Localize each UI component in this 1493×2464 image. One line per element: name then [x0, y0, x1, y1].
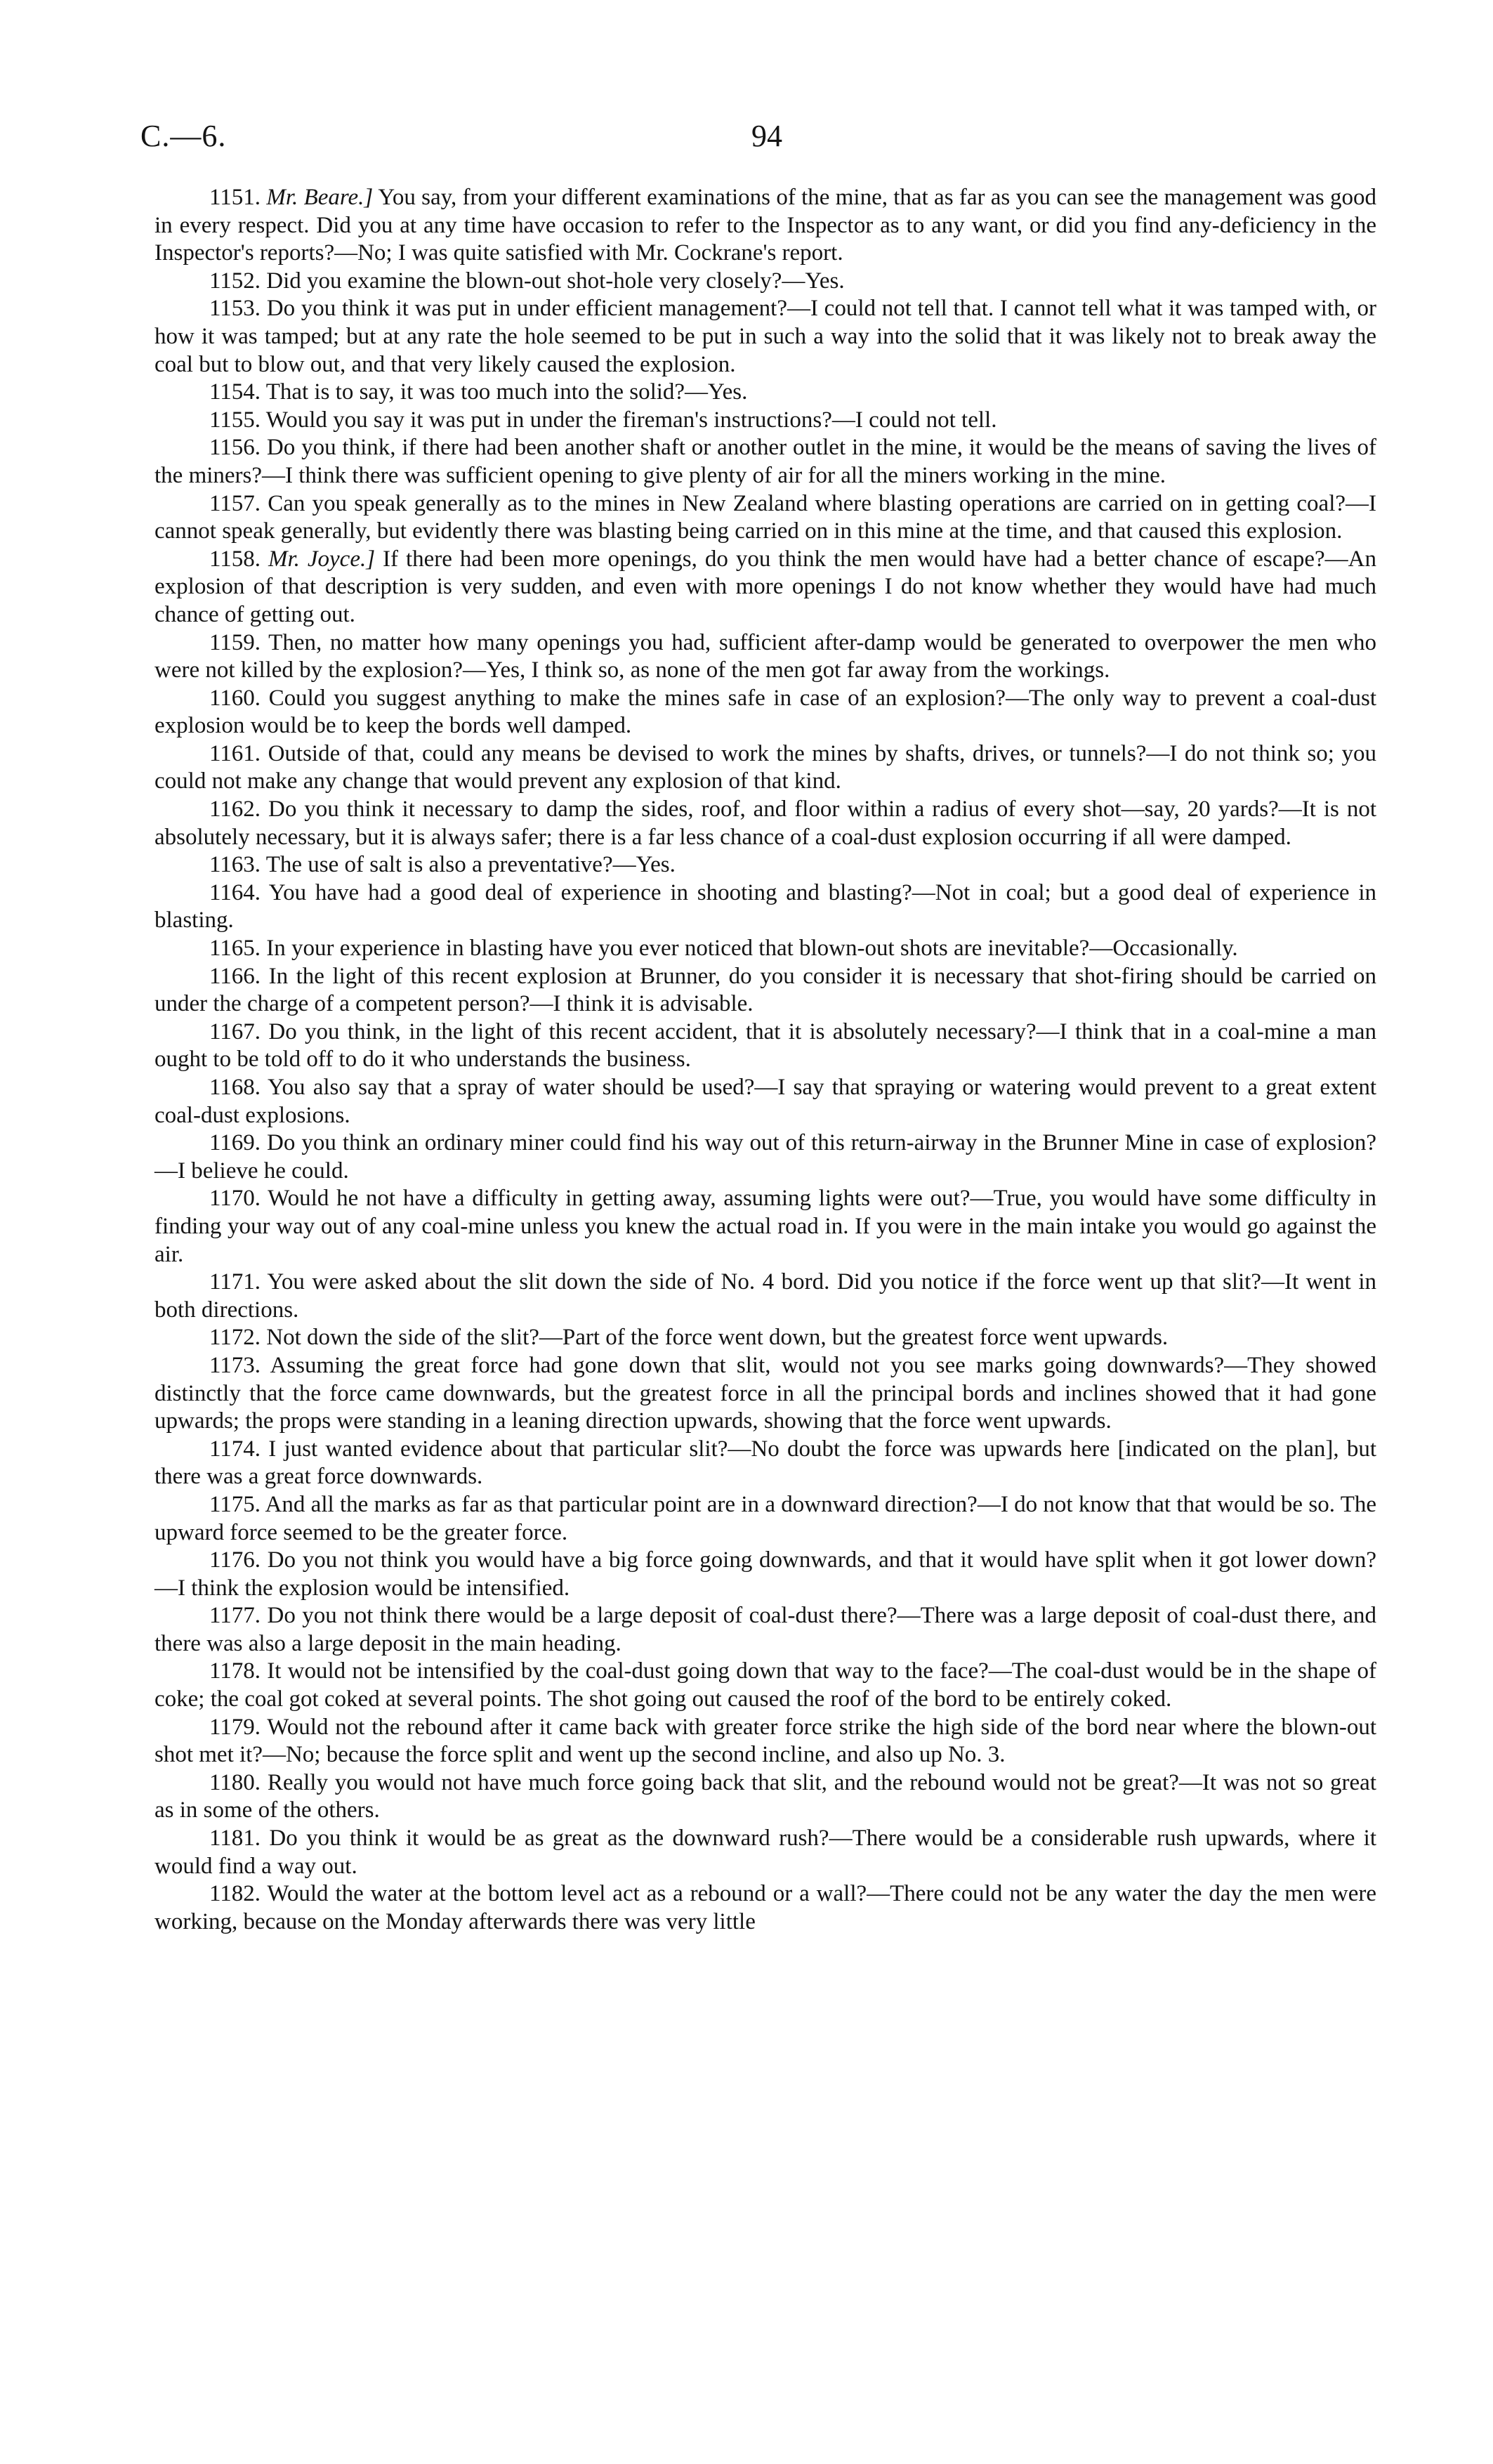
- entry-number: 1157.: [209, 490, 261, 516]
- qa-entry: [154, 490, 1376, 546]
- entry-text: It would not be intensified by the coal-dust going down that way to the face?—The coal-dust would be in the shape of coke; the coal got coked at several points. The shot going out caused the roof of the bord to be entirely coked.: [154, 1658, 1376, 1712]
- entry-text: That is to say, it was too much into the solid?—Yes.: [265, 379, 748, 405]
- qa-entry: [154, 629, 1376, 685]
- entry-number: 1151.: [209, 185, 261, 210]
- qa-entry: [154, 1547, 1376, 1602]
- entry-number: 1169.: [209, 1130, 261, 1156]
- qa-entry: [154, 1352, 1376, 1436]
- qa-entry: [154, 1269, 1376, 1324]
- entry-text: Do you not think you would have a big force going downwards, and that it would have split when it got lower down?—I think the explosion would be intensified.: [154, 1547, 1377, 1601]
- entry-text: Would not the rebound after it came back with greater force strike the high side of the bord near where the blown-out shot met it?—No; because the force split and went up the second incline, and also up No. 3.: [154, 1714, 1377, 1768]
- entry-number: 1170.: [209, 1186, 261, 1212]
- qa-entry: [154, 796, 1376, 851]
- entry-text: Do you not think there would be a large deposit of coal-dust there?—There was a large deposit of coal-dust there, and there was also a large deposit in the main heading.: [154, 1603, 1376, 1656]
- entry-number: 1159.: [209, 629, 261, 655]
- page-header: [140, 118, 1376, 160]
- entry-number: 1172.: [209, 1325, 261, 1351]
- entry-number: 1158.: [209, 546, 261, 572]
- qa-entry: [154, 1880, 1376, 1936]
- entry-text: You also say that a spray of water should be used?—I say that spraying or watering would prevent to a great extent coal-dust explosions.: [154, 1075, 1376, 1128]
- qa-entry: [154, 1491, 1376, 1547]
- entry-number: 1171.: [209, 1269, 261, 1295]
- qa-entry: [154, 1436, 1376, 1491]
- entry-text: I just wanted evidence about that particular slit?—No doubt the force was upwards here [indicated on the plan], but there was a great force downwards.: [154, 1436, 1377, 1490]
- qa-entry: [154, 1018, 1376, 1074]
- entry-number: 1165.: [209, 936, 261, 962]
- entry-text: You were asked about the slit down the side of No. 4 bord. Did you notice if the force went up that slit?—It went in both directions.: [154, 1269, 1376, 1323]
- entry-number: 1153.: [209, 296, 261, 322]
- entry-number: 1166.: [209, 963, 261, 989]
- qa-entry: [154, 1185, 1376, 1269]
- qa-entry: [154, 740, 1376, 796]
- entry-number: 1164.: [209, 879, 261, 905]
- speaker-name: Mr. Beare.]: [266, 185, 374, 210]
- entry-text: The use of salt is also a preventative?—Yes.: [265, 852, 676, 878]
- entry-number: 1156.: [209, 435, 261, 461]
- entry-text: In your experience in blasting have you ever noticed that blown-out shots are inevitable?—Occasionally.: [266, 936, 1238, 962]
- qa-entry: [154, 685, 1376, 740]
- entry-number: 1179.: [209, 1714, 261, 1740]
- qa-entry: [154, 1129, 1376, 1185]
- entry-text: Would the water at the bottom level act as a rebound or a wall?—There could not be any water the day the men were working, because on the Monday afterwards there was very little: [154, 1881, 1376, 1934]
- entry-text: You say, from your different examinations of the mine, that as far as you can see the management was good in every respect. Did you at any time have occasion to refer to the Inspector as to any want, or did you find any-deficiency in the Inspector's reports?—No; I was quite satisfied with Mr. Cockrane's report.: [154, 185, 1376, 266]
- qa-entry: [154, 1324, 1376, 1352]
- entry-number: 1167.: [209, 1018, 261, 1044]
- entry-text: Can you speak generally as to the mines in New Zealand where blasting operations are carried on in getting coal?—I cannot speak generally, but evidently there was blasting being carried on in this mine at the time, and that caused this explosion.: [154, 490, 1377, 544]
- entry-number: 1160.: [209, 685, 261, 711]
- entry-number: 1154.: [209, 379, 261, 405]
- qa-entry: [154, 407, 1376, 435]
- entry-text: You have had a good deal of experience in shooting and blasting?—Not in coal; but a good deal of experience in blasting.: [154, 879, 1376, 933]
- entry-text: Do you think it necessary to damp the sides, roof, and floor within a radius of every shot—say, 20 yards?—It is not absolutely necessary, but it is always safer; there is a far less chance of a coal-dust explosion occurring if all were damped.: [154, 797, 1377, 850]
- entry-number: 1178.: [209, 1658, 261, 1684]
- qa-entry: [154, 935, 1376, 963]
- entry-text: Do you think it was put in under efficient management?—I could not tell that. I cannot tell what it was tamped with, or how it was tamped; but at any rate the hole seemed to be put in such a way into the solid that it was likely not to break away the coal but to blow out, and that very likely caused the explosion.: [154, 296, 1376, 377]
- qa-entry: [154, 1658, 1376, 1713]
- qa-entry: [154, 879, 1376, 935]
- qa-entry: [154, 184, 1376, 268]
- entry-text: Do you think, in the light of this recent accident, that it is absolutely necessary?—I think that in a coal-mine a man ought to be told off to do it who understands the business.: [154, 1018, 1376, 1073]
- entry-text: Did you examine the blown-out shot-hole very closely?—Yes.: [266, 268, 845, 294]
- entry-number: 1174.: [209, 1436, 261, 1462]
- entry-text: Do you think it would be as great as the downward rush?—There would be a considerable rush upwards, where it would find a way out.: [154, 1826, 1377, 1879]
- speaker-name: Mr. Joyce.]: [268, 546, 376, 572]
- entry-number: 1181.: [209, 1826, 261, 1852]
- testimony-body: [154, 184, 1376, 1936]
- qa-entry: [154, 1714, 1376, 1769]
- qa-entry: [154, 295, 1376, 379]
- qa-entry: [154, 1602, 1376, 1658]
- entry-text: And all the marks as far as that particular point are in a downward direction?—I do not know that that would be so. The upward force seemed to be the greater force.: [154, 1491, 1376, 1545]
- entry-number: 1182.: [209, 1881, 261, 1907]
- entry-number: 1168.: [209, 1075, 261, 1100]
- qa-entry: [154, 851, 1376, 879]
- qa-entry: [154, 268, 1376, 296]
- qa-entry: [154, 1769, 1376, 1825]
- page-number: 94: [751, 119, 782, 153]
- qa-entry: [154, 434, 1376, 490]
- entry-text: Do you think, if there had been another shaft or another outlet in the mine, it would be the means of saving the lives of the miners?—I think there was sufficient opening to give plenty of air for all the miners working in the mine.: [154, 435, 1377, 488]
- entry-text: Outside of that, could any means be devised to work the mines by shafts, drives, or tunnels?—I do not think so; you could not make any change that would prevent any explosion of that kind.: [154, 740, 1376, 794]
- entry-number: 1176.: [209, 1547, 261, 1573]
- entry-number: 1180.: [209, 1769, 261, 1795]
- qa-entry: [154, 963, 1376, 1018]
- entry-number: 1177.: [209, 1603, 261, 1629]
- entry-text: Would he not have a difficulty in getting away, assuming lights were out?—True, you would have some difficulty in finding your way out of any coal-mine unless you knew the actual road in. If you were in the main intake you would go against the air.: [154, 1186, 1377, 1267]
- qa-entry: [154, 546, 1376, 629]
- entry-number: 1175.: [209, 1491, 261, 1517]
- qa-entry: [154, 379, 1376, 407]
- entry-text: Really you would not have much force going back that slit, and the rebound would not be great?—It was not so great as in some of the others.: [154, 1769, 1376, 1823]
- entry-text: Then, no matter how many openings you had, sufficient after-damp would be generated to overpower the men who were not killed by the explosion?—Yes, I think so, as none of the men got far away from the workings.: [154, 629, 1377, 683]
- entry-number: 1152.: [209, 268, 261, 294]
- entry-number: 1162.: [209, 797, 261, 823]
- entry-text: Could you suggest anything to make the mines safe in case of an explosion?—The only way to prevent a coal-dust explosion would be to keep the bords well damped.: [154, 685, 1376, 739]
- entry-number: 1161.: [209, 740, 261, 766]
- entry-number: 1155.: [209, 407, 261, 433]
- entry-text: Assuming the great force had gone down that slit, would not you see marks going downwards?—They showed distinctly that the force came downwards, but the greatest force in all the principal bords and inclines showed that it had gone upwards; the props were standing in a leaning direction upwards, showing that the force went upwards.: [154, 1352, 1376, 1434]
- entry-text: In the light of this recent explosion at Brunner, do you consider it is necessary that shot-firing should be carried on under the charge of a competent person?—I think it is advisable.: [154, 963, 1377, 1017]
- entry-number: 1173.: [209, 1352, 261, 1378]
- entry-text: Do you think an ordinary miner could find his way out of this return-airway in the Brunner Mine in case of explosion?—I believe he could.: [154, 1130, 1377, 1184]
- entry-text: Not down the side of the slit?—Part of the force went down, but the greatest force went upwards.: [266, 1325, 1169, 1351]
- entry-text: If there had been more openings, do you think the men would have had a better chance of escape?—An explosion of that description is very sudden, and even with more openings I do not know whether they would have had much chance of getting out.: [154, 546, 1377, 627]
- qa-entry: [154, 1074, 1376, 1129]
- document-code: C.—6.: [140, 119, 227, 153]
- entry-number: 1163.: [209, 852, 261, 878]
- qa-entry: [154, 1825, 1376, 1880]
- entry-text: Would you say it was put in under the fireman's instructions?—I could not tell.: [265, 407, 997, 433]
